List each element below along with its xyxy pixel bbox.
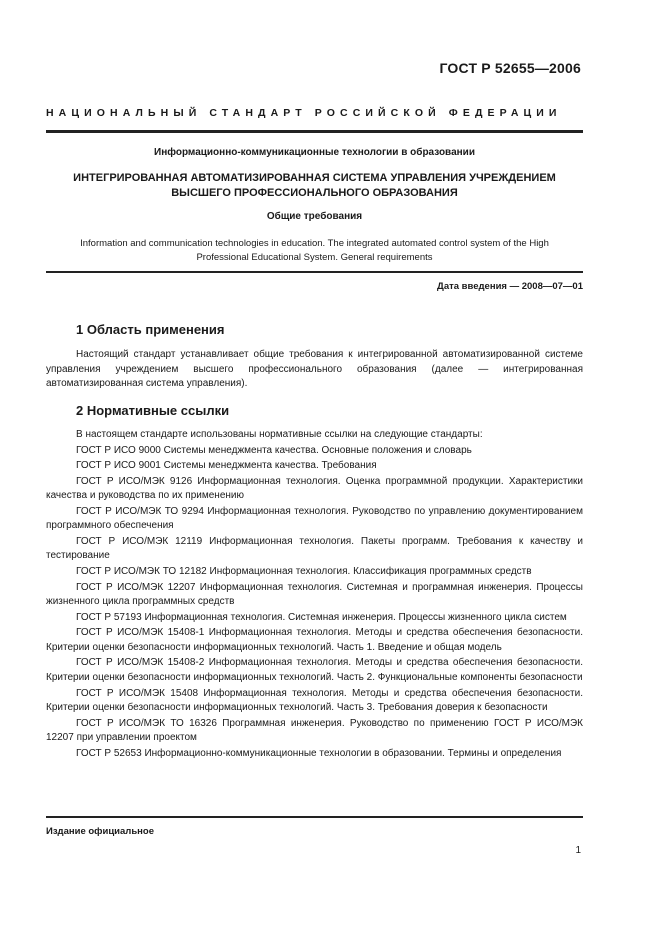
reference-item: ГОСТ Р 52653 Информационно-коммуникационные технологии в образовании. Термины и определения	[76, 747, 562, 759]
reference-item: ГОСТ Р 57193 Информационная технология. Системная инженерия. Процессы жизненного цикла систем	[76, 611, 567, 623]
reference-item: ГОСТ Р ИСО 9001 Системы менеджмента качества. Требования	[76, 460, 377, 472]
page-number: 1	[575, 845, 581, 856]
references-list	[46, 428, 583, 762]
reference-item: ГОСТ Р ИСО/МЭК 12119 Информационная технология. Пакеты программ. Требования к качеству и тестирование	[46, 535, 583, 562]
scope-text: Настоящий стандарт устанавливает общие требования к интегрированной автоматизированной системе управления учреждением высшего профессионального образования (далее — интегрированная автоматизированная система управления).	[46, 349, 583, 389]
document-title-line-1: ИНТЕГРИРОВАННАЯ АВТОМАТИЗИРОВАННАЯ СИСТЕМА УПРАВЛЕНИЯ УЧРЕЖДЕНИЕМ	[73, 172, 556, 184]
edition-label: Издание официальное	[46, 826, 154, 837]
references-intro: В настоящем стандарте использованы нормативные ссылки на следующие стандарты:	[76, 429, 483, 440]
subject-line: Информационно-коммуникационные технологии в образовании	[154, 147, 475, 158]
document-title	[46, 171, 583, 201]
english-title	[46, 237, 583, 265]
reference-item: ГОСТ Р ИСО/МЭК 15408-2 Информационная технология. Методы и средства обеспечения безопасности. Критерии оценки безопасности информационных технологий. Часть 2. Функциональные компоненты безопасности	[46, 657, 583, 683]
document-number: ГОСТ Р 52655—2006	[439, 60, 581, 76]
introduction-date: Дата введения — 2008—07—01	[437, 281, 583, 292]
section-heading-scope: 1 Область применения	[76, 322, 225, 337]
footer-divider	[46, 816, 583, 818]
reference-item: ГОСТ Р ИСО/МЭК ТО 16326 Программная инженерия. Руководство по применению ГОСТ Р ИСО/МЭК 12207 при управлении проектом	[46, 717, 583, 744]
reference-item: ГОСТ Р ИСО/МЭК ТО 9294 Информационная технология. Руководство по управлению документированием программного обеспечения	[46, 505, 583, 532]
title-divider	[46, 271, 583, 273]
national-standard-heading: НАЦИОНАЛЬНЫЙ СТАНДАРТ РОССИЙСКОЙ ФЕДЕРАЦИИ	[46, 107, 562, 119]
reference-item: ГОСТ Р ИСО 9000 Системы менеджмента качества. Основные положения и словарь	[76, 444, 472, 456]
reference-item: ГОСТ Р ИСО/МЭК 15408-1 Информационная технология. Методы и средства обеспечения безопасности. Критерии оценки безопасности информационных технологий. Часть 1. Введение и общая модель	[46, 627, 583, 653]
section-heading-references: 2 Нормативные ссылки	[76, 403, 230, 418]
reference-item: ГОСТ Р ИСО/МЭК 15408 Информационная технология. Методы и средства обеспечения безопасности. Критерии оценки безопасности информационных технологий. Часть 3. Требования доверия к безопасности	[46, 687, 583, 714]
header-divider	[46, 130, 583, 133]
reference-item: ГОСТ Р ИСО/МЭК ТО 12182 Информационная технология. Классификация программных средств	[76, 566, 532, 578]
reference-item: ГОСТ Р ИСО/МЭК 9126 Информационная технология. Оценка программной продукции. Характеристики качества и руководства по их применению	[46, 475, 583, 502]
scope-paragraph	[46, 348, 583, 392]
document-title-line-2: ВЫСШЕГО ПРОФЕССИОНАЛЬНОГО ОБРАЗОВАНИЯ	[171, 187, 458, 199]
english-title-line-2: Professional Educational System. General requirements	[196, 252, 433, 263]
document-subtitle: Общие требования	[266, 211, 363, 222]
reference-item: ГОСТ Р ИСО/МЭК 12207 Информационная технология. Системная и программная инженерия. Процессы жизненного цикла программных средств	[46, 581, 583, 608]
english-title-line-1: Information and communication technologies in education. The integrated automated control system of the High	[80, 238, 549, 249]
